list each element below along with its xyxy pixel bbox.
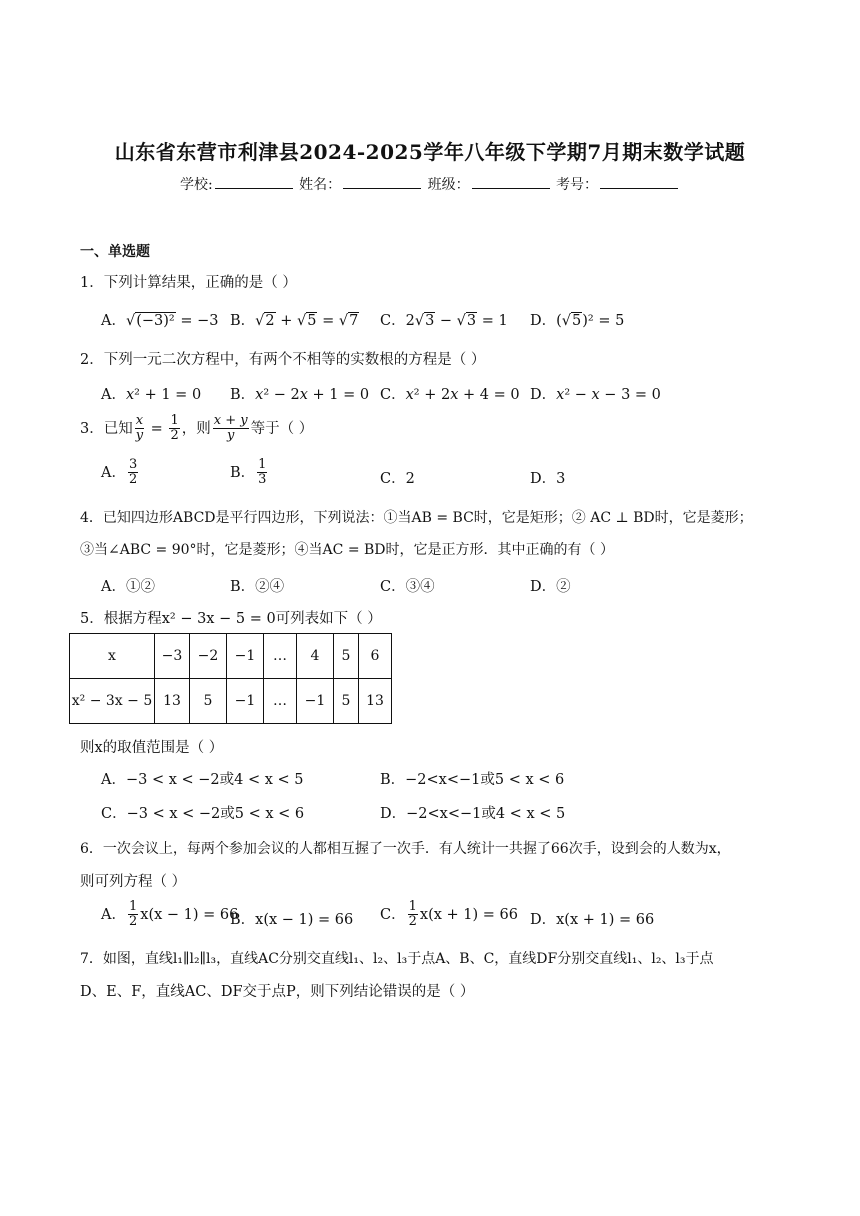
q5-option-b: B．−2<x<−1或5 < x < 6 bbox=[380, 772, 565, 788]
school-blank[interactable] bbox=[215, 176, 293, 189]
q6-option-d: D．x(x + 1) = 66 bbox=[530, 912, 655, 928]
q5-option-a: A．−3 < x < −2或4 < x < 5 bbox=[101, 772, 304, 788]
q3-option-d: D．3 bbox=[530, 471, 566, 487]
question-4-line-1: 4．已知四边形ABCD是平行四边形，下列说法：①当AB = BC时，它是矩形；② AC ⊥ BD时，它是菱形； bbox=[80, 510, 753, 526]
table-cell: 13 bbox=[359, 679, 392, 724]
question-4-line-2: ③当∠ABC = 90°时，它是菱形；④当AC = BD时，它是正方形．其中正确的有（ ） bbox=[80, 542, 614, 558]
exam-title: 山东省东营市利津县2024-2025学年八年级下学期7月期末数学试题 bbox=[114, 140, 746, 164]
table-cell: 5 bbox=[190, 679, 227, 724]
exam-number-label: 考号： bbox=[556, 177, 599, 193]
q6-option-c: C． $\frac{1}{2}$ x(x + 1) = 66 bbox=[380, 899, 518, 930]
student-info-line bbox=[0, 174, 860, 194]
q2-option-c: C．x² + 2x + 4 = 0 bbox=[380, 387, 520, 403]
q3-stem-mid: ，则 bbox=[181, 420, 211, 437]
table-cell: −2 bbox=[190, 634, 227, 679]
q6-option-a: A． $\frac{1}{2}$ x(x − 1) = 66 bbox=[101, 899, 239, 930]
question-2-stem: 2．下列一元二次方程中，有两个不相等的实数根的方程是（ ） bbox=[80, 352, 486, 368]
table-cell: 6 bbox=[359, 634, 392, 679]
q3-fraction-xy-over-y: $\frac{x + y}{y}$ bbox=[213, 413, 248, 444]
q3-stem-pre: 3．已知 bbox=[80, 420, 133, 437]
q6-option-b: B．x(x − 1) = 66 bbox=[230, 912, 354, 928]
q1-option-c: C．2√3 − √3 = 1 bbox=[380, 313, 508, 329]
table-cell: … bbox=[264, 679, 297, 724]
table-cell: x² − 3x − 5 bbox=[70, 679, 155, 724]
question-5-followup: 则x的取值范围是（ ） bbox=[80, 740, 224, 756]
table-cell: 5 bbox=[334, 679, 359, 724]
question-5-stem: 5．根据方程x² − 3x − 5 = 0可列表如下（ ） bbox=[80, 611, 382, 627]
table-row-x bbox=[70, 634, 392, 679]
q4-option-d: D．② bbox=[530, 579, 571, 595]
q2-option-d: D．x² − x − 3 = 0 bbox=[530, 387, 661, 403]
q2-option-b: B．x² − 2x + 1 = 0 bbox=[230, 387, 370, 403]
q5-option-c: C．−3 < x < −2或5 < x < 6 bbox=[101, 806, 305, 822]
q1-option-a: A．√(−3)² = −3 bbox=[101, 313, 219, 329]
table-cell: 5 bbox=[334, 634, 359, 679]
q3-option-a: A． $\frac{3}{2}$ bbox=[101, 457, 138, 488]
name-blank[interactable] bbox=[343, 176, 421, 189]
table-cell: x bbox=[70, 634, 155, 679]
table-row-expression bbox=[70, 679, 392, 724]
q2-option-a: A．x² + 1 = 0 bbox=[101, 387, 202, 403]
class-blank[interactable] bbox=[472, 176, 550, 189]
question-7-line-2: D、E、F，直线AC、DF交于点P，则下列结论错误的是（ ） bbox=[80, 984, 475, 1000]
question-6-line-2: 则可列方程（ ） bbox=[80, 874, 187, 890]
q3-option-c: C．2 bbox=[380, 471, 415, 487]
q6-option-a-expression: x(x − 1) = 66 bbox=[140, 906, 239, 923]
q3-option-b: B． $\frac{1}{3}$ bbox=[230, 457, 267, 488]
school-label: 学校: bbox=[179, 177, 213, 193]
exam-number-blank[interactable] bbox=[600, 176, 678, 189]
table-cell: 4 bbox=[297, 634, 334, 679]
table-cell: … bbox=[264, 634, 297, 679]
q3-fraction-one-half: $\frac{1}{2}$ bbox=[170, 413, 179, 444]
class-label: 班级： bbox=[427, 177, 470, 193]
q3-fraction-x-over-y: $\frac{x}{y}$ bbox=[135, 413, 144, 444]
table-cell: −3 bbox=[155, 634, 190, 679]
question-3-stem: 3．已知 $\frac{x}{y}$ = $\frac{1}{2}$ ，则 $\frac{x + y}{y}$ 等于（ ） bbox=[80, 413, 314, 444]
value-table bbox=[69, 633, 392, 724]
name-label: 姓名： bbox=[299, 177, 342, 193]
question-7-line-1: 7．如图，直线l₁∥l₂∥l₃，直线AC分别交直线l₁、l₂、l₃于点A、B、C，直线DF分别交直线l₁、l₂、l₃于点 bbox=[80, 951, 714, 967]
q1-option-d: D．(√5)² = 5 bbox=[530, 313, 625, 329]
table-cell: −1 bbox=[227, 634, 264, 679]
q5-option-d: D．−2<x<−1或4 < x < 5 bbox=[380, 806, 566, 822]
table-cell: 13 bbox=[155, 679, 190, 724]
q4-option-c: C．③④ bbox=[380, 579, 435, 595]
question-6-line-1: 6．一次会议上，每两个参加会议的人都相互握了一次手．有人统计一共握了66次手，设到会的人数为x， bbox=[80, 841, 731, 857]
table-cell: −1 bbox=[227, 679, 264, 724]
q4-option-a: A．①② bbox=[101, 579, 155, 595]
q3-stem-post: 等于（ ） bbox=[250, 420, 314, 437]
q1-option-b: B．√2 + √5 = √7 bbox=[230, 313, 359, 329]
table-cell: −1 bbox=[297, 679, 334, 724]
section-heading: 一、单选题 bbox=[80, 244, 150, 260]
q6-option-c-expression: x(x + 1) = 66 bbox=[419, 906, 518, 923]
q4-option-b: B．②④ bbox=[230, 579, 285, 595]
question-1-stem: 1．下列计算结果，正确的是（ ） bbox=[80, 275, 297, 291]
